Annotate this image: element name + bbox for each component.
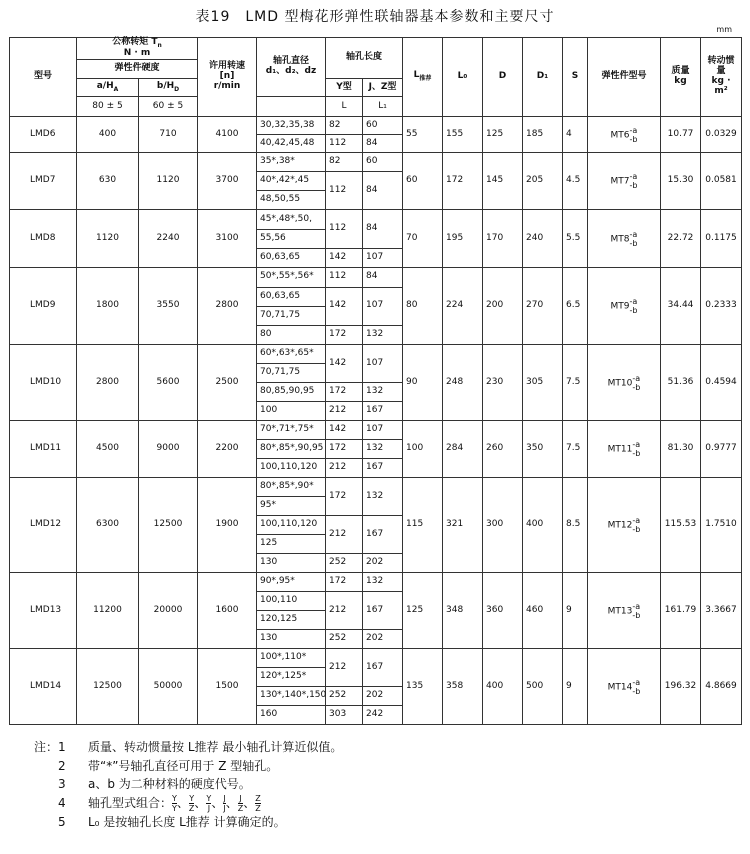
table-row — [10, 268, 742, 287]
bore-diameter-cell: 40*,42*,45 — [257, 172, 326, 191]
torque-a-cell: 630 — [77, 153, 139, 210]
y-length-cell: 172 — [326, 383, 363, 402]
inertia-cell: 1.7510 — [701, 478, 742, 573]
lrec-cell: 55 — [403, 117, 443, 153]
combo-sep: 、 — [211, 795, 224, 810]
header-speed: 许用转速 [n] r/min — [198, 38, 257, 117]
s-cell: 7.5 — [563, 345, 588, 421]
mass-cell: 161.79 — [661, 573, 701, 649]
elastic-model-code: MT7 — [610, 176, 630, 187]
y-length-cell: 212 — [326, 402, 363, 421]
d-cell: 300 — [483, 478, 523, 573]
header-s: S — [563, 38, 588, 117]
lrec-cell: 60 — [403, 153, 443, 210]
header-model: 型号 — [10, 38, 77, 117]
table-row — [10, 478, 742, 497]
y-length-cell: 252 — [326, 630, 363, 649]
speed-cell: 1900 — [198, 478, 257, 573]
torque-a-cell: 400 — [77, 117, 139, 153]
elastic-model-cell — [588, 345, 661, 421]
mass-cell: 51.36 — [661, 345, 701, 421]
torque-b-cell: 710 — [139, 117, 198, 153]
speed-cell: 4100 — [198, 117, 257, 153]
bore-diameter-cell: 35*,38* — [257, 153, 326, 172]
model-cell: LMD13 — [10, 573, 77, 649]
y-length-cell: 172 — [326, 326, 363, 345]
d1-cell: 500 — [523, 649, 563, 725]
header-inertia: 转动惯量 kg · m² — [701, 38, 742, 117]
jz-length-cell: 107 — [363, 421, 403, 440]
suffix-a: -a — [632, 601, 641, 611]
elastic-model-suffix — [632, 440, 640, 458]
d-cell: 260 — [483, 421, 523, 478]
torque-a-cell: 1800 — [77, 268, 139, 345]
bore-diameter-cell: 80 — [257, 326, 326, 345]
header-hardness-b: $b/H_D$ — [139, 79, 198, 97]
s-cell: 7.5 — [563, 421, 588, 478]
header-y-type: Y型 — [326, 79, 363, 97]
elastic-model-code: MT13 — [607, 606, 633, 617]
lrec-cell: 90 — [403, 345, 443, 421]
jz-length-cell: 107 — [363, 287, 403, 326]
header-torque: 公称转矩 $T_n$ N · m — [77, 38, 198, 60]
mass-cell: 81.30 — [661, 421, 701, 478]
y-length-cell: 212 — [326, 592, 363, 630]
jz-length-cell: 132 — [363, 440, 403, 459]
header-hardness-a: $a/H_A$ — [77, 79, 139, 97]
elastic-model-cell — [588, 210, 661, 268]
elastic-model-code: MT6 — [610, 130, 630, 141]
combo-bottom: J — [223, 803, 226, 813]
model-cell: LMD11 — [10, 421, 77, 478]
bore-diameter-cell: 70*,71*,75* — [257, 421, 326, 440]
speed-cell: 2800 — [198, 268, 257, 345]
model-cell: LMD12 — [10, 478, 77, 573]
note-1: 注：1 质量、转动惯量按 L推荐 最小轴孔计算近似值。 — [34, 740, 343, 754]
suffix-a: -a — [629, 229, 638, 239]
inertia-cell: 0.9777 — [701, 421, 742, 478]
note-3: 3 a、b 为二种材料的硬度代号。 — [58, 777, 251, 791]
d-cell: 170 — [483, 210, 523, 268]
bore-diameter-cell: 40,42,45,48 — [257, 135, 326, 153]
elastic-model-suffix — [630, 126, 638, 144]
jz-length-cell: 132 — [363, 478, 403, 516]
header-mass: 质量 kg — [661, 38, 701, 117]
suffix-b: -b — [632, 382, 641, 392]
y-length-cell: 112 — [326, 135, 363, 153]
table-row — [10, 345, 742, 364]
torque-b-cell: 5600 — [139, 345, 198, 421]
table-row — [10, 573, 742, 592]
d-cell: 200 — [483, 268, 523, 345]
bore-diameter-cell: 95* — [257, 497, 326, 516]
lrec-cell: 135 — [403, 649, 443, 725]
bore-diameter-cell: 60,63,65 — [257, 248, 326, 267]
jz-length-cell: 84 — [363, 268, 403, 287]
bore-diameter-cell: 130 — [257, 554, 326, 573]
elastic-model-suffix — [632, 678, 640, 696]
s-cell: 9 — [563, 573, 588, 649]
torque-b-cell: 2240 — [139, 210, 198, 268]
torque-a-cell: 4500 — [77, 421, 139, 478]
jz-length-cell: 60 — [363, 117, 403, 135]
torque-b-cell: 50000 — [139, 649, 198, 725]
y-length-cell: 212 — [326, 459, 363, 478]
hardness-b-value: 60 ± 5 — [139, 97, 198, 117]
bore-diameter-cell: 125 — [257, 535, 326, 554]
bore-diameter-cell: 55,56 — [257, 229, 326, 248]
header-d1: D₁ — [523, 38, 563, 117]
elastic-model-cell — [588, 421, 661, 478]
elastic-model-cell — [588, 649, 661, 725]
header-jz-type: J、Z型 — [363, 79, 403, 97]
y-length-cell: 252 — [326, 687, 363, 706]
torque-a-cell: 11200 — [77, 573, 139, 649]
bore-diameter-cell: 60,63,65 — [257, 287, 326, 306]
jz-length-cell: 132 — [363, 573, 403, 592]
table-row — [10, 153, 742, 172]
table-row — [10, 117, 742, 135]
l0-cell: 248 — [443, 345, 483, 421]
elastic-model-code: MT14 — [607, 682, 633, 693]
suffix-b: -b — [629, 181, 638, 191]
jz-length-cell: 167 — [363, 649, 403, 687]
combo-sep: 、 — [225, 795, 238, 810]
bore-diameter-cell: 50*,55*,56* — [257, 268, 326, 287]
combo-top: Y — [206, 793, 212, 803]
lrec-cell: 80 — [403, 268, 443, 345]
elastic-model-suffix — [630, 172, 638, 190]
mass-cell: 15.30 — [661, 153, 701, 210]
y-length-cell: 112 — [326, 172, 363, 210]
torque-b-cell: 1120 — [139, 153, 198, 210]
combo-bottom: Z — [188, 803, 195, 813]
speed-cell: 1600 — [198, 573, 257, 649]
jz-length-cell: 132 — [363, 326, 403, 345]
suffix-a: -a — [632, 516, 641, 526]
combo-bottom: Z — [237, 803, 244, 813]
header-l0: L₀ — [443, 38, 483, 117]
s-cell: 8.5 — [563, 478, 588, 573]
s-cell: 4.5 — [563, 153, 588, 210]
combo-bottom: Z — [255, 803, 261, 813]
combo-sep: 、 — [176, 795, 189, 810]
speed-cell: 2500 — [198, 345, 257, 421]
inertia-cell: 4.8669 — [701, 649, 742, 725]
suffix-b: -b — [632, 686, 641, 696]
jz-length-cell: 167 — [363, 516, 403, 554]
suffix-b: -b — [629, 134, 638, 144]
bore-diameter-cell: 120*,125* — [257, 668, 326, 687]
bore-diameter-cell: 160 — [257, 706, 326, 725]
bore-diameter-cell: 30,32,35,38 — [257, 117, 326, 135]
suffix-b: -b — [632, 610, 641, 620]
bore-diameter-cell: 100,110 — [257, 592, 326, 611]
elastic-model-cell — [588, 478, 661, 573]
lrec-cell: 70 — [403, 210, 443, 268]
jz-length-cell: 167 — [363, 459, 403, 478]
elastic-model-code: MT12 — [607, 520, 633, 531]
torque-b-cell: 12500 — [139, 478, 198, 573]
l0-cell: 224 — [443, 268, 483, 345]
bore-diameter-cell: 70,71,75 — [257, 364, 326, 383]
header-l1: L₁ — [363, 97, 403, 117]
d-cell: 360 — [483, 573, 523, 649]
header-l: L — [326, 97, 363, 117]
inertia-cell: 0.2333 — [701, 268, 742, 345]
jz-length-cell: 84 — [363, 135, 403, 153]
s-cell: 6.5 — [563, 268, 588, 345]
suffix-a: -a — [629, 172, 638, 182]
y-length-cell: 142 — [326, 287, 363, 326]
header-d: D — [483, 38, 523, 117]
speed-cell: 3700 — [198, 153, 257, 210]
suffix-a: -a — [632, 440, 641, 450]
jz-length-cell: 202 — [363, 630, 403, 649]
jz-length-cell: 107 — [363, 345, 403, 383]
hardness-a-value: 80 ± 5 — [77, 97, 139, 117]
inertia-cell: 3.3667 — [701, 573, 742, 649]
elastic-model-cell — [588, 268, 661, 345]
y-length-cell: 142 — [326, 421, 363, 440]
speed-cell: 3100 — [198, 210, 257, 268]
header-bore-length: 轴孔长度 — [326, 38, 403, 79]
d1-cell: 460 — [523, 573, 563, 649]
d1-cell: 400 — [523, 478, 563, 573]
combo-top: Z — [255, 793, 261, 803]
header-lrec: $L_{推荐}$ — [403, 38, 443, 117]
jz-length-cell: 60 — [363, 153, 403, 172]
y-length-cell: 212 — [326, 516, 363, 554]
d1-cell: 205 — [523, 153, 563, 210]
suffix-a: -a — [632, 373, 641, 383]
note-2: 2 带“*”号轴孔直径可用于 Z 型轴孔。 — [58, 758, 279, 773]
note-5: 5 L₀ 是按轴孔长度 L推荐 计算确定的。 — [58, 814, 286, 829]
speed-cell: 2200 — [198, 421, 257, 478]
suffix-a: -a — [629, 125, 638, 135]
torque-a-cell: 6300 — [77, 478, 139, 573]
elastic-model-cell — [588, 153, 661, 210]
model-cell: LMD9 — [10, 268, 77, 345]
bore-diameter-cell: 48,50,55 — [257, 191, 326, 210]
bore-diameter-cell: 100,110,120 — [257, 516, 326, 535]
combo-top: Y — [189, 793, 195, 803]
notes — [34, 738, 342, 831]
s-cell: 5.5 — [563, 210, 588, 268]
s-cell: 4 — [563, 117, 588, 153]
torque-a-cell: 12500 — [77, 649, 139, 725]
torque-a-cell: 1120 — [77, 210, 139, 268]
l0-cell: 172 — [443, 153, 483, 210]
d1-cell: 305 — [523, 345, 563, 421]
torque-a-cell: 2800 — [77, 345, 139, 421]
table-title: 表19 LMD 型梅花形弹性联轴器基本参数和主要尺寸 — [195, 9, 555, 25]
bore-diameter-cell: 60*,63*,65* — [257, 345, 326, 364]
lrec-cell: 100 — [403, 421, 443, 478]
suffix-b: -b — [629, 306, 638, 316]
unit-label: mm — [716, 25, 732, 34]
combo-bottom: J — [207, 803, 211, 813]
torque-b-cell: 3550 — [139, 268, 198, 345]
l0-cell: 348 — [443, 573, 483, 649]
mass-cell: 34.44 — [661, 268, 701, 345]
y-length-cell: 142 — [326, 345, 363, 383]
y-length-cell: 82 — [326, 153, 363, 172]
lrec-cell: 115 — [403, 478, 443, 573]
jz-length-cell: 132 — [363, 383, 403, 402]
bore-diameter-cell: 120,125 — [257, 611, 326, 630]
jz-length-cell: 84 — [363, 210, 403, 249]
bore-diameter-cell: 100 — [257, 402, 326, 421]
bore-combinations — [172, 793, 261, 813]
bore-diameter-cell: 130*,140*,150 — [257, 687, 326, 706]
elastic-model-suffix — [632, 602, 640, 620]
bore-diameter-cell: 100*,110* — [257, 649, 326, 668]
elastic-model-code: MT10 — [607, 378, 633, 389]
spec-table — [9, 37, 742, 725]
lrec-cell: 125 — [403, 573, 443, 649]
bore-diameter-cell: 70,71,75 — [257, 306, 326, 325]
d1-cell: 350 — [523, 421, 563, 478]
jz-length-cell: 202 — [363, 687, 403, 706]
mass-cell: 115.53 — [661, 478, 701, 573]
inertia-cell: 0.0329 — [701, 117, 742, 153]
d1-cell: 240 — [523, 210, 563, 268]
combo-top: J — [239, 793, 242, 803]
combo-fraction — [255, 794, 260, 813]
jz-length-cell: 107 — [363, 248, 403, 267]
jz-length-cell: 167 — [363, 402, 403, 421]
suffix-b: -b — [632, 449, 641, 459]
d1-cell: 185 — [523, 117, 563, 153]
d-cell: 400 — [483, 649, 523, 725]
elastic-model-suffix — [630, 297, 638, 315]
torque-b-cell: 9000 — [139, 421, 198, 478]
jz-length-cell: 167 — [363, 592, 403, 630]
l0-cell: 358 — [443, 649, 483, 725]
table-row — [10, 210, 742, 229]
model-cell: LMD6 — [10, 117, 77, 153]
l0-cell: 195 — [443, 210, 483, 268]
model-cell: LMD7 — [10, 153, 77, 210]
note-4: 4 轴孔型式组合： $\frac{Y}{Y}$ 、 $\frac{Y}{Z}$ 、 $\frac{Y}{J}$ 、 $\frac{J}{J}$ 、 $\frac{J}{Z}$ 、 $\frac{Z}{Z}$ — [58, 793, 261, 813]
bore-diameter-cell: 90*,95* — [257, 573, 326, 592]
elastic-model-code: MT9 — [610, 301, 630, 312]
d-cell: 145 — [483, 153, 523, 210]
y-length-cell: 172 — [326, 478, 363, 516]
elastic-model-code: MT11 — [607, 444, 633, 455]
jz-length-cell: 84 — [363, 172, 403, 210]
jz-length-cell: 242 — [363, 706, 403, 725]
suffix-a: -a — [629, 297, 638, 307]
model-cell: LMD10 — [10, 345, 77, 421]
y-length-cell: 252 — [326, 554, 363, 573]
mass-cell: 10.77 — [661, 117, 701, 153]
torque-b-cell: 20000 — [139, 573, 198, 649]
l0-cell: 155 — [443, 117, 483, 153]
y-length-cell: 142 — [326, 248, 363, 267]
y-length-cell: 112 — [326, 210, 363, 249]
combo-top: Y — [172, 793, 177, 803]
header-hardness: 弹性件硬度 — [77, 60, 198, 79]
suffix-b: -b — [629, 238, 638, 248]
l0-cell: 321 — [443, 478, 483, 573]
elastic-model-suffix — [630, 230, 638, 248]
y-length-cell: 303 — [326, 706, 363, 725]
bore-diameter-cell: 80*,85*,90,95 — [257, 440, 326, 459]
model-cell: LMD14 — [10, 649, 77, 725]
y-length-cell: 172 — [326, 573, 363, 592]
mass-cell: 196.32 — [661, 649, 701, 725]
header-blank — [257, 97, 326, 117]
combo-bottom: Y — [172, 803, 177, 813]
inertia-cell: 0.4594 — [701, 345, 742, 421]
d1-cell: 270 — [523, 268, 563, 345]
d-cell: 125 — [483, 117, 523, 153]
y-length-cell: 172 — [326, 440, 363, 459]
s-cell: 9 — [563, 649, 588, 725]
elastic-model-cell — [588, 117, 661, 153]
d-cell: 230 — [483, 345, 523, 421]
inertia-cell: 0.1175 — [701, 210, 742, 268]
y-length-cell: 112 — [326, 268, 363, 287]
elastic-model-suffix — [632, 516, 640, 534]
suffix-a: -a — [632, 677, 641, 687]
combo-sep: 、 — [194, 795, 207, 810]
bore-diameter-cell: 100,110,120 — [257, 459, 326, 478]
bore-diameter-cell: 130 — [257, 630, 326, 649]
combo-sep: 、 — [243, 795, 256, 810]
table-row — [10, 421, 742, 440]
elastic-model-suffix — [632, 374, 640, 392]
elastic-model-code: MT8 — [610, 234, 630, 245]
y-length-cell: 212 — [326, 649, 363, 687]
speed-cell: 1500 — [198, 649, 257, 725]
mass-cell: 22.72 — [661, 210, 701, 268]
header-bore-diameter: 轴孔直径 d₁、d₂、dz — [257, 38, 326, 97]
jz-length-cell: 202 — [363, 554, 403, 573]
table-row — [10, 649, 742, 668]
elastic-model-cell — [588, 573, 661, 649]
y-length-cell: 82 — [326, 117, 363, 135]
combo-top: J — [223, 793, 226, 803]
bore-diameter-cell: 45*,48*,50, — [257, 210, 326, 229]
suffix-b: -b — [632, 525, 641, 535]
bore-diameter-cell: 80,85,90,95 — [257, 383, 326, 402]
l0-cell: 284 — [443, 421, 483, 478]
header-elastic-model: 弹性件型号 — [588, 38, 661, 117]
bore-diameter-cell: 80*,85*,90* — [257, 478, 326, 497]
inertia-cell: 0.0581 — [701, 153, 742, 210]
model-cell: LMD8 — [10, 210, 77, 268]
